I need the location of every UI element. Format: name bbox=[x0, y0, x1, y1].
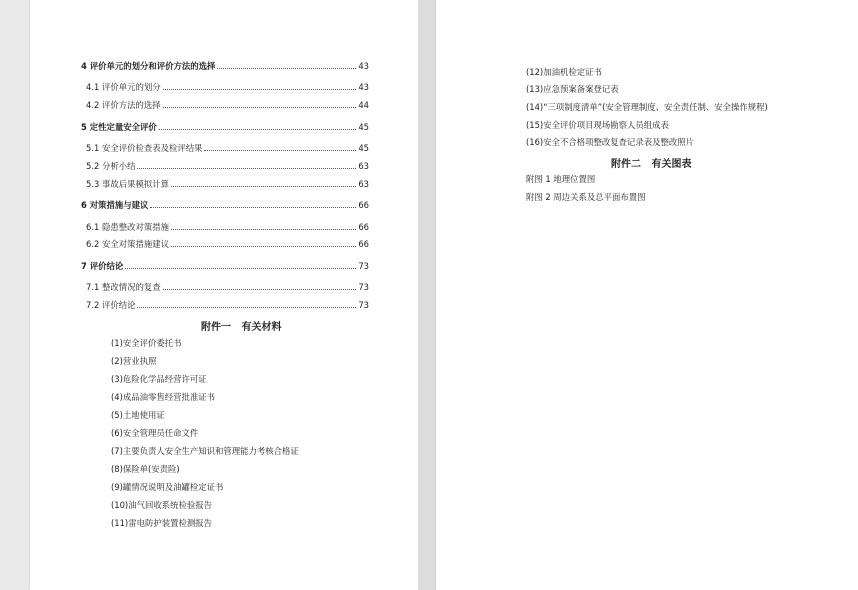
toc-entry-page: 73 bbox=[358, 300, 369, 310]
toc-leader-dots bbox=[150, 200, 356, 208]
toc-entry-page: 44 bbox=[358, 100, 369, 110]
toc-entry-title: 5.1 安全评价检查表及检评结果 bbox=[86, 143, 203, 153]
toc-leader-dots bbox=[163, 100, 357, 108]
toc-entry[interactable] bbox=[86, 178, 369, 190]
toc-entry-title: 4.1 评价单元的划分 bbox=[86, 82, 161, 92]
toc-entry[interactable] bbox=[86, 142, 369, 154]
appendix-item: 附图 1 地理位置图 bbox=[526, 174, 596, 184]
toc-entry-page: 63 bbox=[358, 179, 369, 189]
toc-entry-title: 4 评价单元的划分和评价方法的选择 bbox=[81, 61, 216, 71]
toc-leader-dots bbox=[171, 222, 356, 230]
appendix-item: (7)主要负责人安全生产知识和管理能力考核合格证 bbox=[111, 446, 299, 456]
toc-entry-page: 63 bbox=[358, 161, 369, 171]
toc-entry-title: 7.1 整改情况的复查 bbox=[86, 282, 161, 292]
toc-entry[interactable] bbox=[86, 160, 369, 172]
toc-leader-dots bbox=[163, 82, 357, 90]
toc-leader-dots bbox=[137, 300, 356, 308]
appendix2-heading: 附件二 有关图表 bbox=[611, 159, 692, 170]
toc-entry[interactable] bbox=[81, 199, 369, 211]
toc-leader-dots bbox=[204, 143, 356, 151]
toc-entry-page: 66 bbox=[358, 222, 369, 232]
toc-leader-dots bbox=[171, 239, 356, 247]
appendix-item: (9)罐情况说明及油罐检定证书 bbox=[111, 482, 224, 492]
appendix-item: (3)危险化学品经营许可证 bbox=[111, 374, 207, 384]
toc-entry-page: 66 bbox=[358, 200, 369, 210]
appendix-item: (10)油气回收系统检验报告 bbox=[111, 500, 212, 510]
toc-leader-dots bbox=[163, 282, 357, 290]
toc-entry-title: 5.2 分析小结 bbox=[86, 161, 136, 171]
appendix-item: (5)土地使用证 bbox=[111, 410, 165, 420]
toc-leader-dots bbox=[137, 161, 356, 169]
toc-entry-title: 6 对策措施与建议 bbox=[81, 200, 149, 210]
toc-leader-dots bbox=[171, 179, 356, 187]
appendix-item: (12)加油机检定证书 bbox=[526, 67, 602, 77]
toc-leader-dots bbox=[125, 261, 356, 269]
toc-leader-dots bbox=[159, 122, 357, 130]
toc-entry-page: 43 bbox=[358, 82, 369, 92]
toc-entry-title: 4.2 评价方法的选择 bbox=[86, 100, 161, 110]
appendix-item: (4)成品油零售经营批准证书 bbox=[111, 392, 215, 402]
appendix-item: (1)安全评价委托书 bbox=[111, 338, 182, 348]
toc-entry[interactable] bbox=[86, 299, 369, 311]
appendix-item: (8)保险单(安责险) bbox=[111, 464, 180, 474]
appendix-item: (6)安全管理员任命文件 bbox=[111, 428, 199, 438]
toc-entry-page: 45 bbox=[358, 143, 369, 153]
appendix-item: (16)安全不合格项整改复查记录表及整改照片 bbox=[526, 137, 694, 147]
appendix-item: 附图 2 周边关系及总平面布置图 bbox=[526, 192, 646, 202]
toc-entry[interactable] bbox=[81, 60, 369, 72]
toc-entry[interactable] bbox=[86, 281, 369, 293]
page-gap bbox=[418, 0, 436, 590]
toc-entry[interactable] bbox=[81, 260, 369, 272]
appendix-item: (15)安全评价项目现场勘察人员组成表 bbox=[526, 120, 669, 130]
appendix1-heading: 附件一 有关材料 bbox=[201, 322, 282, 333]
toc-entry[interactable] bbox=[81, 121, 369, 133]
toc-entry[interactable] bbox=[86, 99, 369, 111]
toc-entry-page: 66 bbox=[358, 239, 369, 249]
toc-entry-title: 6.2 安全对策措施建议 bbox=[86, 239, 169, 249]
toc-entry-title: 7.2 评价结论 bbox=[86, 300, 136, 310]
toc-entry-title: 5 定性定量安全评价 bbox=[81, 122, 157, 132]
toc-entry[interactable] bbox=[86, 238, 369, 250]
toc-entry-title: 6.1 隐患整改对策措施 bbox=[86, 222, 169, 232]
appendix-item: (13)应急预案备案登记表 bbox=[526, 84, 619, 94]
appendix-item: (2)营业执照 bbox=[111, 356, 157, 366]
toc-entry-title: 5.3 事故后果模拟计算 bbox=[86, 179, 169, 189]
appendix-item: (14)“三项制度清单”(安全管理制度、安全责任制、安全操作规程) bbox=[526, 102, 768, 112]
toc-entry-page: 45 bbox=[358, 122, 369, 132]
appendix-item: (11)雷电防护装置检测报告 bbox=[111, 518, 212, 528]
toc-entry-title: 7 评价结论 bbox=[81, 261, 124, 271]
toc-entry-page: 73 bbox=[358, 261, 369, 271]
toc-entry[interactable] bbox=[86, 221, 369, 233]
toc-entry-page: 73 bbox=[358, 282, 369, 292]
document-page-right bbox=[436, 0, 858, 590]
toc-entry[interactable] bbox=[86, 81, 369, 93]
toc-leader-dots bbox=[217, 61, 356, 69]
toc-entry-page: 43 bbox=[358, 61, 369, 71]
